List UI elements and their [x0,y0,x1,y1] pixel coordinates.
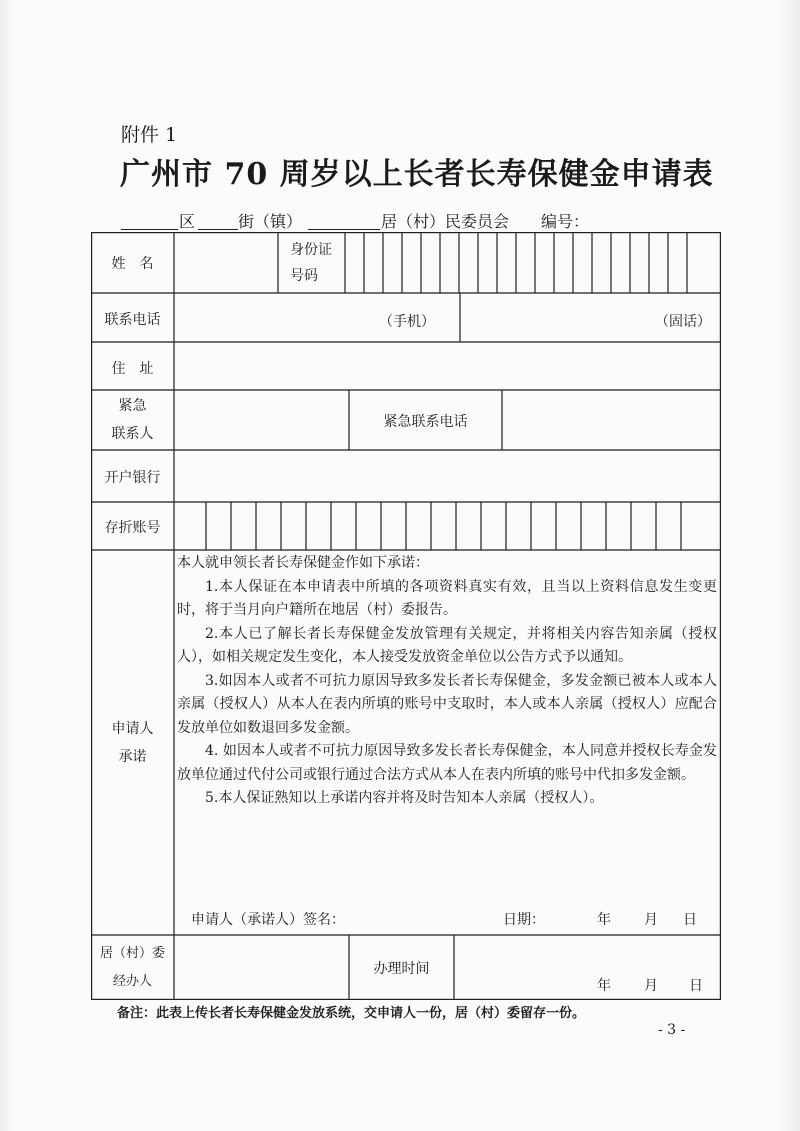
pledge-text [177,552,717,811]
bank-input-cell[interactable] [181,456,715,496]
pledge-label-line2: 承诺 [118,749,147,765]
pledge-item-2: 2.本人已了解长者长寿保健金发放管理有关规定，并将相关内容告知亲属（授权人），如相关规定发生变化，本人接受发放资金单位以公告方式予以通知。 [177,625,717,665]
pledge-item-5: 5.本人保证熟知以上承诺内容并将及时告知本人亲属（授权人）。 [205,790,604,806]
name-input-cell[interactable] [180,237,276,289]
emergency-contact-label-line1: 紧急 [118,398,147,414]
street-blank [198,229,238,230]
address-input-cell[interactable] [181,347,715,385]
attachment-label: 附件 1 [121,124,178,146]
emergency-phone-label: 紧急联系电话 [383,414,468,430]
scan-shadow-left [0,0,14,1131]
form-title: 广州市 70 周岁以上长者长寿保健金申请表 [120,157,714,192]
pledge-date-day: 日 [683,912,697,928]
handler-date-year: 年 [597,978,611,994]
handle-time-label: 办理时间 [373,961,430,977]
bank-label: 开户银行 [104,470,161,486]
page-number: - 3 - [658,1022,686,1038]
application-form-table [91,232,721,1000]
district-blank [121,229,178,230]
street-label: 街（镇） [238,212,303,231]
pledge-label-line1: 申请人 [111,721,154,737]
footnote: 备注：此表上传长者长寿保健金发放系统，交申请人一份，居（村）委留存一份。 [117,1006,586,1021]
landline-hint: （固话） [655,314,711,330]
address-label: 住 址 [111,361,154,377]
committee-blank [308,229,380,230]
committee-label: 居（村）民委员会 [381,212,510,231]
name-label: 姓 名 [111,256,154,272]
id-number-label-line2: 号码 [290,268,318,284]
pledge-date-month: 月 [644,912,658,928]
id-number-label-line1: 身份证 [290,242,332,258]
account-label: 存折账号 [104,520,161,536]
handler-label-line1: 居（村）委 [99,946,165,961]
pledge-item-4: 4. 如因本人或者不可抗力原因导致多发长者长寿保健金，本人同意并授权长寿金发放单位通过代付公司或银行通过合法方式从本人在表内所填的账号中代扣多发金额。 [177,743,717,783]
handler-label-line2: 经办人 [112,974,152,989]
handler-date-day: 日 [689,978,703,994]
phone-label: 联系电话 [104,312,161,328]
pledge-date-year: 年 [597,912,611,928]
handler-date-month: 月 [644,978,658,994]
serial-number-label: 编号： [541,212,590,231]
signature-label: 申请人（承诺人）签名： [191,912,345,928]
pledge-intro: 本人就申领长者长寿保健金作如下承诺： [177,555,429,571]
pledge-item-1: 1.本人保证在本申请表中所填的各项资料真实有效，且当以上资料信息发生变更时，将于当月向户籍所在地居（村）委报告。 [177,578,717,618]
pledge-section [91,550,721,935]
scan-shadow-right [778,0,800,1131]
emergency-contact-label-line2: 联系人 [111,426,154,442]
pledge-date-label: 日期： [503,912,545,928]
district-label: 区 [179,212,196,231]
mobile-hint: （手机） [379,314,435,330]
pledge-item-3: 3.如因本人或者不可抗力原因导致多发长者长寿保健金，多发金额已被本人或本人亲属（授权人）从本人在表内所填的账号中支取时，本人或本人亲属（授权人）应配合发放单位如数退回多发金额。 [177,672,717,736]
